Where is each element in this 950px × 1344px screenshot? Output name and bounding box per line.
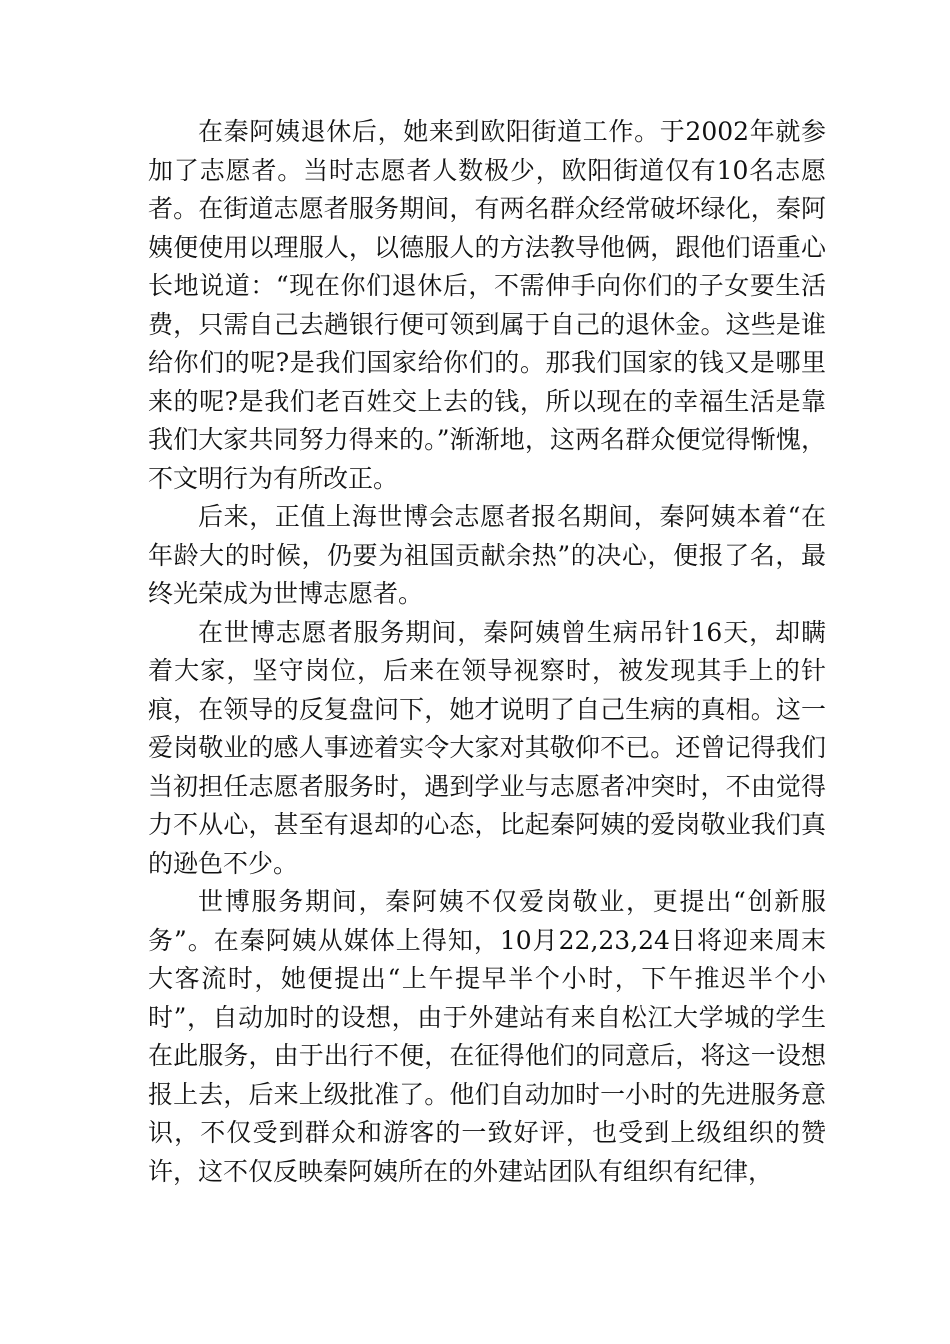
- paragraph-2: 后来，正值上海世博会志愿者报名期间，秦阿姨本着“在年龄大的时候，仍要为祖国贡献余热”的决心，便报了名，最终光荣成为世博志愿者。: [148, 502, 826, 608]
- paragraph-4: 世博服务期间，秦阿姨不仅爱岗敬业，更提出“创新服务”。在秦阿姨从媒体上得知，10月22,23,24日将迎来周末大客流时，她便提出“上午提早半个小时，下午推迟半个小时”，自动加时的设想，由于外建站有来自松江大学城的学生在此服务，由于出行不便，在征得他们的同意后，将这一设想报上去，后来上级批准了。他们自动加时一小时的先进服务意识，不仅受到群众和游客的一致好评，也受到上级组织的赞许，这不仅反映秦阿姨所在的外建站团队有组织有纪律，: [148, 887, 826, 1186]
- paragraph-1: 在秦阿姨退休后，她来到欧阳街道工作。于2002年就参加了志愿者。当时志愿者人数极少，欧阳街道仅有10名志愿者。在街道志愿者服务期间，有两名群众经常破坏绿化，秦阿姨便使用以理服人，以德服人的方法教导他俩，跟他们语重心长地说道：“现在你们退休后，不需伸手向你们的子女要生活费，只需自己去趟银行便可领到属于自己的退休金。这些是谁给你们的呢?是我们国家给你们的。那我们国家的钱又是哪里来的呢?是我们老百姓交上去的钱，所以现在的幸福生活是靠我们大家共同努力得来的。”渐渐地，这两名群众便觉得惭愧，不文明行为有所改正。: [148, 117, 827, 493]
- paragraph-3: 在世博志愿者服务期间，秦阿姨曾生病吊针16天，却瞒着大家，坚守岗位，后来在领导视察时，被发现其手上的针痕，在领导的反复盘问下，她才说明了自己生病的真相。这一爱岗敬业的感人事迹着实令大家对其敬仰不已。还曾记得我们当初担任志愿者服务时，遇到学业与志愿者冲突时，不由觉得力不从心，甚至有退却的心态，比起秦阿姨的爱岗敬业我们真的逊色不少。: [148, 617, 826, 878]
- document-body: [148, 113, 826, 1191]
